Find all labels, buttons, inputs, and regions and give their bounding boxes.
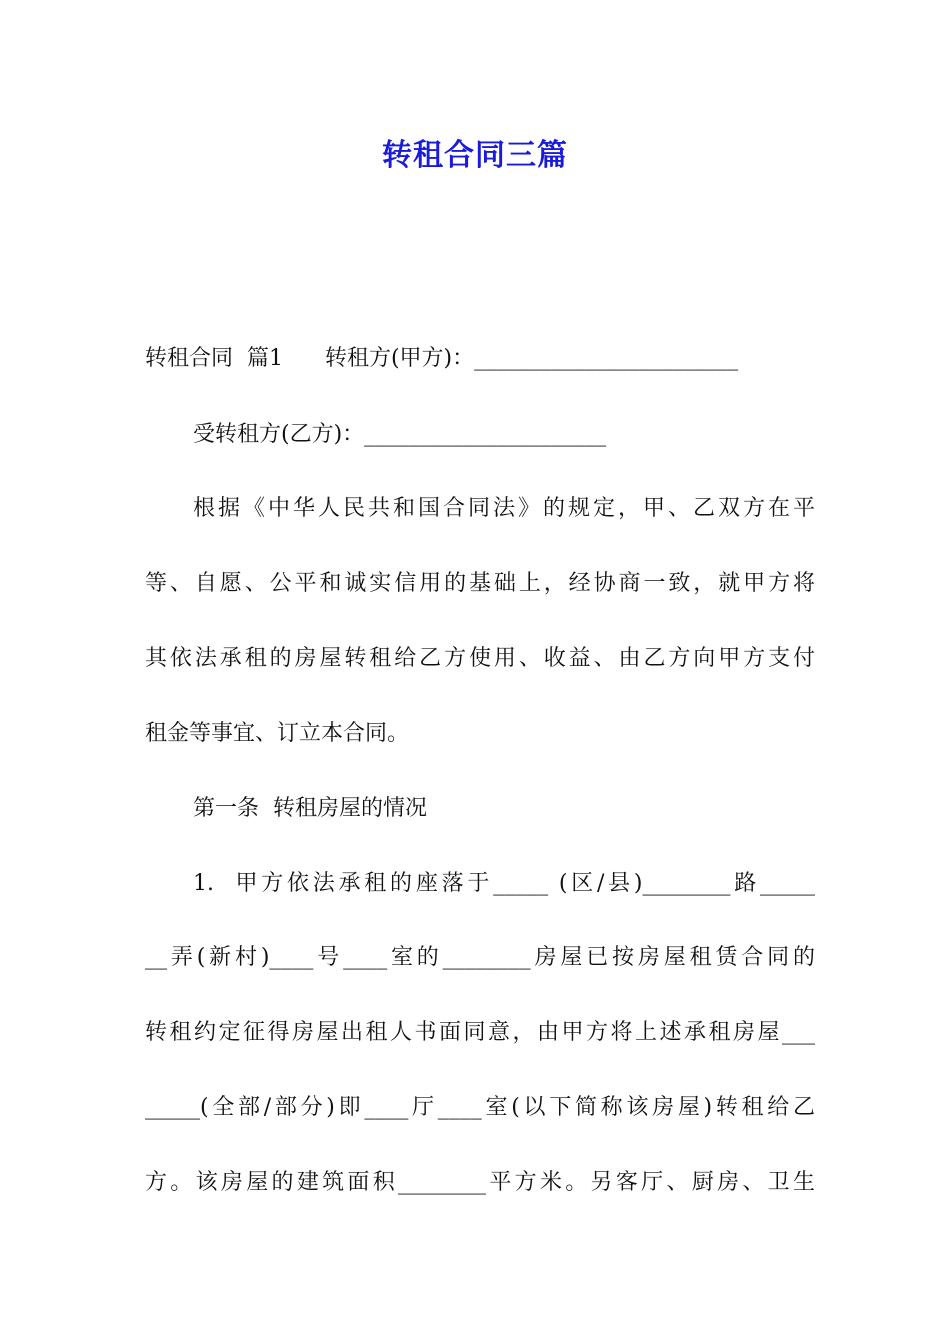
paragraph-line: 等、自愿、公平和诚实信用的基础上，经协商一致，就甲方将 <box>145 571 815 596</box>
section-heading: 第一条 转租房屋的情况 <box>193 796 427 821</box>
paragraph-line: __弄(新村)____号____室的________房屋已按房屋租赁合同的 <box>145 945 815 970</box>
paragraph-line: 1. 甲方依法承租的座落于_____ (区/县)________路_____ <box>193 871 815 896</box>
paragraph-line: 受转租方(乙方)：______________________ <box>193 422 607 447</box>
paragraph-line: 其依法承租的房屋转租给乙方使用、收益、由乙方向甲方支付 <box>145 646 815 671</box>
paragraph-line: 根据《中华人民共和国合同法》的规定，甲、乙双方在平 <box>193 496 815 521</box>
paragraph-line: 租金等事宜、订立本合同。 <box>145 721 410 746</box>
paragraph-line: 转租约定征得房屋出租人书面同意，由甲方将上述承租房屋___ <box>145 1020 815 1045</box>
paragraph-line: 转租合同 篇1 转租方(甲方)：________________________ <box>145 346 739 371</box>
paragraph-line: _____(全部/部分)即____厅____室(以下简称该房屋)转租给乙 <box>145 1095 815 1120</box>
document-title: 转租合同三篇 <box>382 138 568 173</box>
paragraph-line: 方。该房屋的建筑面积________平方米。另客厅、厨房、卫生 <box>145 1170 815 1195</box>
